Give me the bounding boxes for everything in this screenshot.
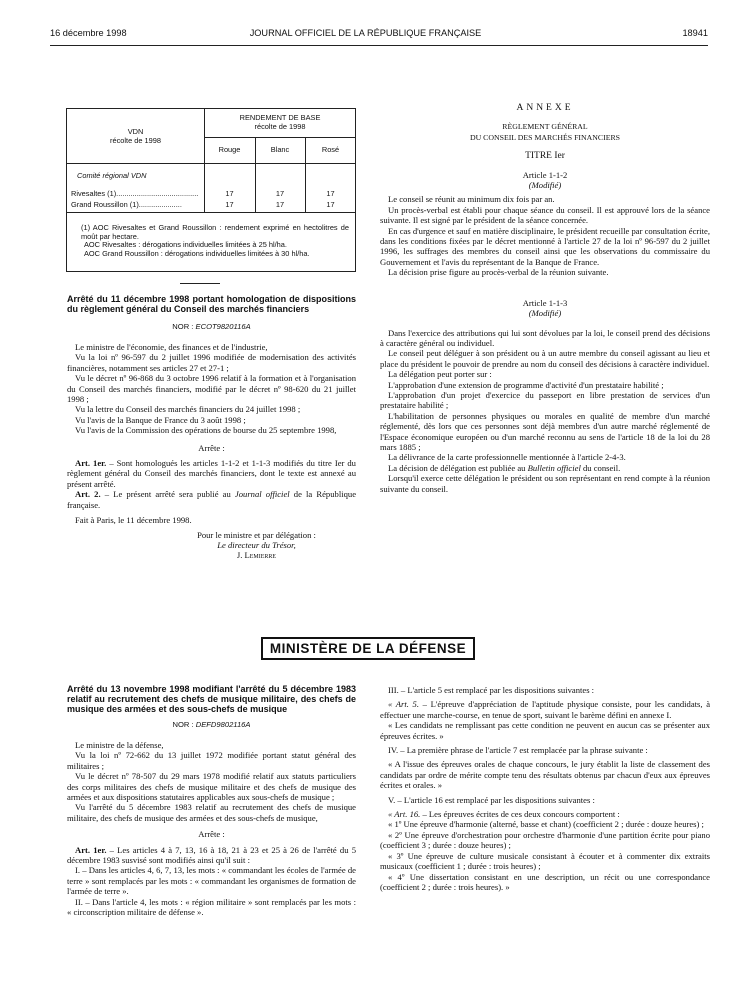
arrete-title: Arrêté du 13 novembre 1998 modifiant l'arrêté du 5 décembre 1983 relatif au recrutement des chefs de musique militaire, des chefs de musique des armées et des sous-chefs de musique <box>67 684 356 714</box>
table-section: Comité régional VDN <box>77 171 147 180</box>
table-cell: 17 <box>225 189 234 198</box>
table-cell: 17 <box>326 200 335 209</box>
arrete-finances: Arrêté du 11 décembre 1998 portant homologation de dispositions du règlement général du Conseil des marchés financiers NOR : ECOT9820116A Le ministre de l'économie, des finances et de l'industrie, Vu la loi nº 96-597 du 2 juillet 1996 modifiée de modernisation des activités financières, notamment ses articles 27 et 27-1 ; Vu le décret nº 96-868 du 3 octobre 1996 relatif à la formation et à l'organisation du Conseil des marchés financiers, modifié par le décret nº 98-620 du 21 juillet 1998 ; Vu la lettre du Conseil des marchés financiers du 24 juillet 1998 ; Vu l'avis de la Banque de France du 3 août 1998 ; Vu l'avis de la Commission des opérations de bourse du 25 septembre 1998, Arrête : Art. 1er. – Sont homologués les articles 1-1-2 et 1-1-3 modifiés du titre Ier du règlement général du Conseil des marchés financiers, dont le texte est annexé au présent arrêté. Art. 2. – Le présent arrêté sera publié au Journal officiel de la République française. Fait à Paris, le 11 décembre 1998. Pour le ministre et par délégation : Le directeur du Trésor, J. Lemierre <box>67 294 357 561</box>
header-journal-title: JOURNAL OFFICIEL DE LA RÉPUBLIQUE FRANÇAISE <box>249 28 482 38</box>
table-row-label: Rivesaltes (1)........................................ <box>71 190 199 198</box>
col-blanc: Blanc <box>270 145 290 154</box>
table-notes: (1) AOC Rivesaltes et Grand Roussillon : rendement exprimé en hectolitres de moût par hectare. AOC Rivesaltes : dérogations individuelles limitées à 25 hl/ha. AOC Grand Roussillon : dérogations individuelles limitées à 30 hl/ha. <box>81 223 349 258</box>
nor-line: NOR : ECOT9820116A <box>172 322 251 331</box>
col-rose: Rosé <box>321 145 340 154</box>
nor-line: NOR : DEFD9802116A <box>172 720 251 729</box>
table-cell: 17 <box>326 189 335 198</box>
table-cell: 17 <box>275 200 285 209</box>
table-cell: 17 <box>275 189 285 198</box>
header-page-number: 18941 <box>682 28 708 38</box>
yield-table <box>66 108 356 272</box>
annexe-title: ANNEXE <box>516 103 574 113</box>
annexe: ANNEXE RÈGLEMENT GÉNÉRAL DU CONSEIL DES MARCHÉS FINANCIERS TITRE Ier Article 1-1-2 (Modifié) Le conseil se réunit au minimum dix fois par an. Un procès-verbal est établi pour chaque séance du conseil. Il est approuvé lors de la séance suivante. Il est signé par le président de la séance concernée. En cas d'urgence et sauf en matière disciplinaire, le président recueille par consultation écrite, dans les conditions fixées par le décret mentionné à l'article 27 de la loi nº 96-597 du 2 juillet 1996, les suffrages des membres du conseil ainsi que les observations du commissaire du Gouvernement et l'avis du représentant de la Banque de France. La décision prise figure au procès-verbal de la réunion suivante. Article 1-1-3 (Modifié) Dans l'exercice des attributions qui lui sont dévolues par la loi, le conseil prend des décisions à caractère général ou individuel. Le conseil peut déléguer à son président ou à un autre membre du conseil agissant au lieu et place du président le pouvoir de prendre au nom du conseil des décisions à caractère individuel. La délégation peut porter sur : L'approbation d'une extension de programme d'activité d'un prestataire habilité ; L'approbation d'un projet d'exercice du passeport en libre prestation de services d'un prestataire habilité ; L'habilitation de personnes physiques ou morales en qualité de membre d'un marché réglementé, dès lors que ces personnes sont déjà membres d'un autre marché réglementé de l'Espace économique européen ou d'un marché reconnu au sens de l'article 18 de la loi du 28 mars 1885 ; La délivrance de la carte professionnelle mentionnée à l'article 2-4-3. La décision de délégation est publiée au Bulletin officiel du conseil. Lorsqu'il exerce cette délégation le président ou son représentant en rend compte à la réunion suivante du conseil. <box>380 103 710 494</box>
header-date: 16 décembre 1998 <box>50 28 127 38</box>
separator <box>180 283 220 284</box>
ministry-heading: MINISTÈRE DE LA DÉFENSE <box>261 637 475 660</box>
arrete-defense-continued: III. – L'article 5 est remplacé par les dispositions suivantes : « Art. 5. – L'épreuve d'appréciation de l'aptitude physique consiste, pour les candidats, à effectuer une marche-course, en tenue de sport, suivant le barème défini en annexe I. « Les candidats ne remplissant pas cette condition ne peuvent en aucun cas se présenter aux épreuves écrites. » IV. – La première phrase de l'article 7 est remplacée par la phrase suivante : « A l'issue des épreuves orales de chaque concours, le jury établit la liste de classement des candidats par ordre de mérite compte tenu des résultats obtenus par chacun d'eux aux épreuves écrites et orales. » V. – L'article 16 est remplacé par les dispositions suivantes : « Art. 16. – Les épreuves écrites de ces deux concours comportent : « 1º Une épreuve d'harmonie (alterné, basse et chant) (coefficient 2 ; durée : douze heures) ; « 2º Une épreuve d'orchestration pour orchestre d'harmonie d'une partition écrite pour piano (coefficient 3 ; durée : douze heures) ; « 3º Une épreuve de culture musicale consistant à écouter et à commenter dix extraits musicaux (coefficient 1 ; durée : trois heures) ; « 4º Une dissertation consistant en une description, un récit ou une correspondance (coefficient 2 ; durée : trois heures). » <box>380 685 711 892</box>
arrete-defense: Arrêté du 13 novembre 1998 modifiant l'arrêté du 5 décembre 1983 relatif au recrutement des chefs de musique militaire, des chefs de musique des armées et des sous-chefs de musique NOR : DEFD9802116A Le ministre de la défense, Vu la loi nº 72-662 du 13 juillet 1972 modifiée portant statut général des militaires ; Vu le décret nº 78-507 du 29 mars 1978 modifié relatif aux statuts particuliers des corps militaires des chefs de musique militaire et des chefs de musique des armées et aux dispositions statutaires applicables aux sous-chefs de musique ; Vu l'arrêté du 5 décembre 1983 relatif au recrutement des chefs de musique militaire, des chefs de musique des armées et des sous-chefs de musique, Arrête : Art. 1er. – Les articles 4 à 7, 13, 16 à 18, 21 à 23 et 25 à 26 de l'arrêté du 5 décembre 1983 susvisé sont modifiés ainsi qu'il suit : I. – Dans les articles 4, 6, 7, 13, les mots : « commandant les écoles de l'armée de terre » sont remplacés par les mots : « commandant les organismes de formation de l'armée de terre ». II. – Dans l'article 4, les mots : « région militaire » sont remplacés par les mots : « circonscription militaire de défense ». <box>67 684 356 918</box>
col-rouge: Rouge <box>218 145 241 154</box>
table-left-head: VDN récolte de 1998 <box>110 127 161 145</box>
table-row-label: Grand Roussillon (1)..................... <box>71 201 182 209</box>
table-cell: 17 <box>225 200 234 209</box>
header-rule <box>50 45 708 46</box>
arrete-title: Arrêté du 11 décembre 1998 portant homologation de dispositions du règlement général du Conseil des marchés financiers <box>67 294 356 314</box>
table-group-head: RENDEMENT DE BASE récolte de 1998 <box>239 113 321 131</box>
